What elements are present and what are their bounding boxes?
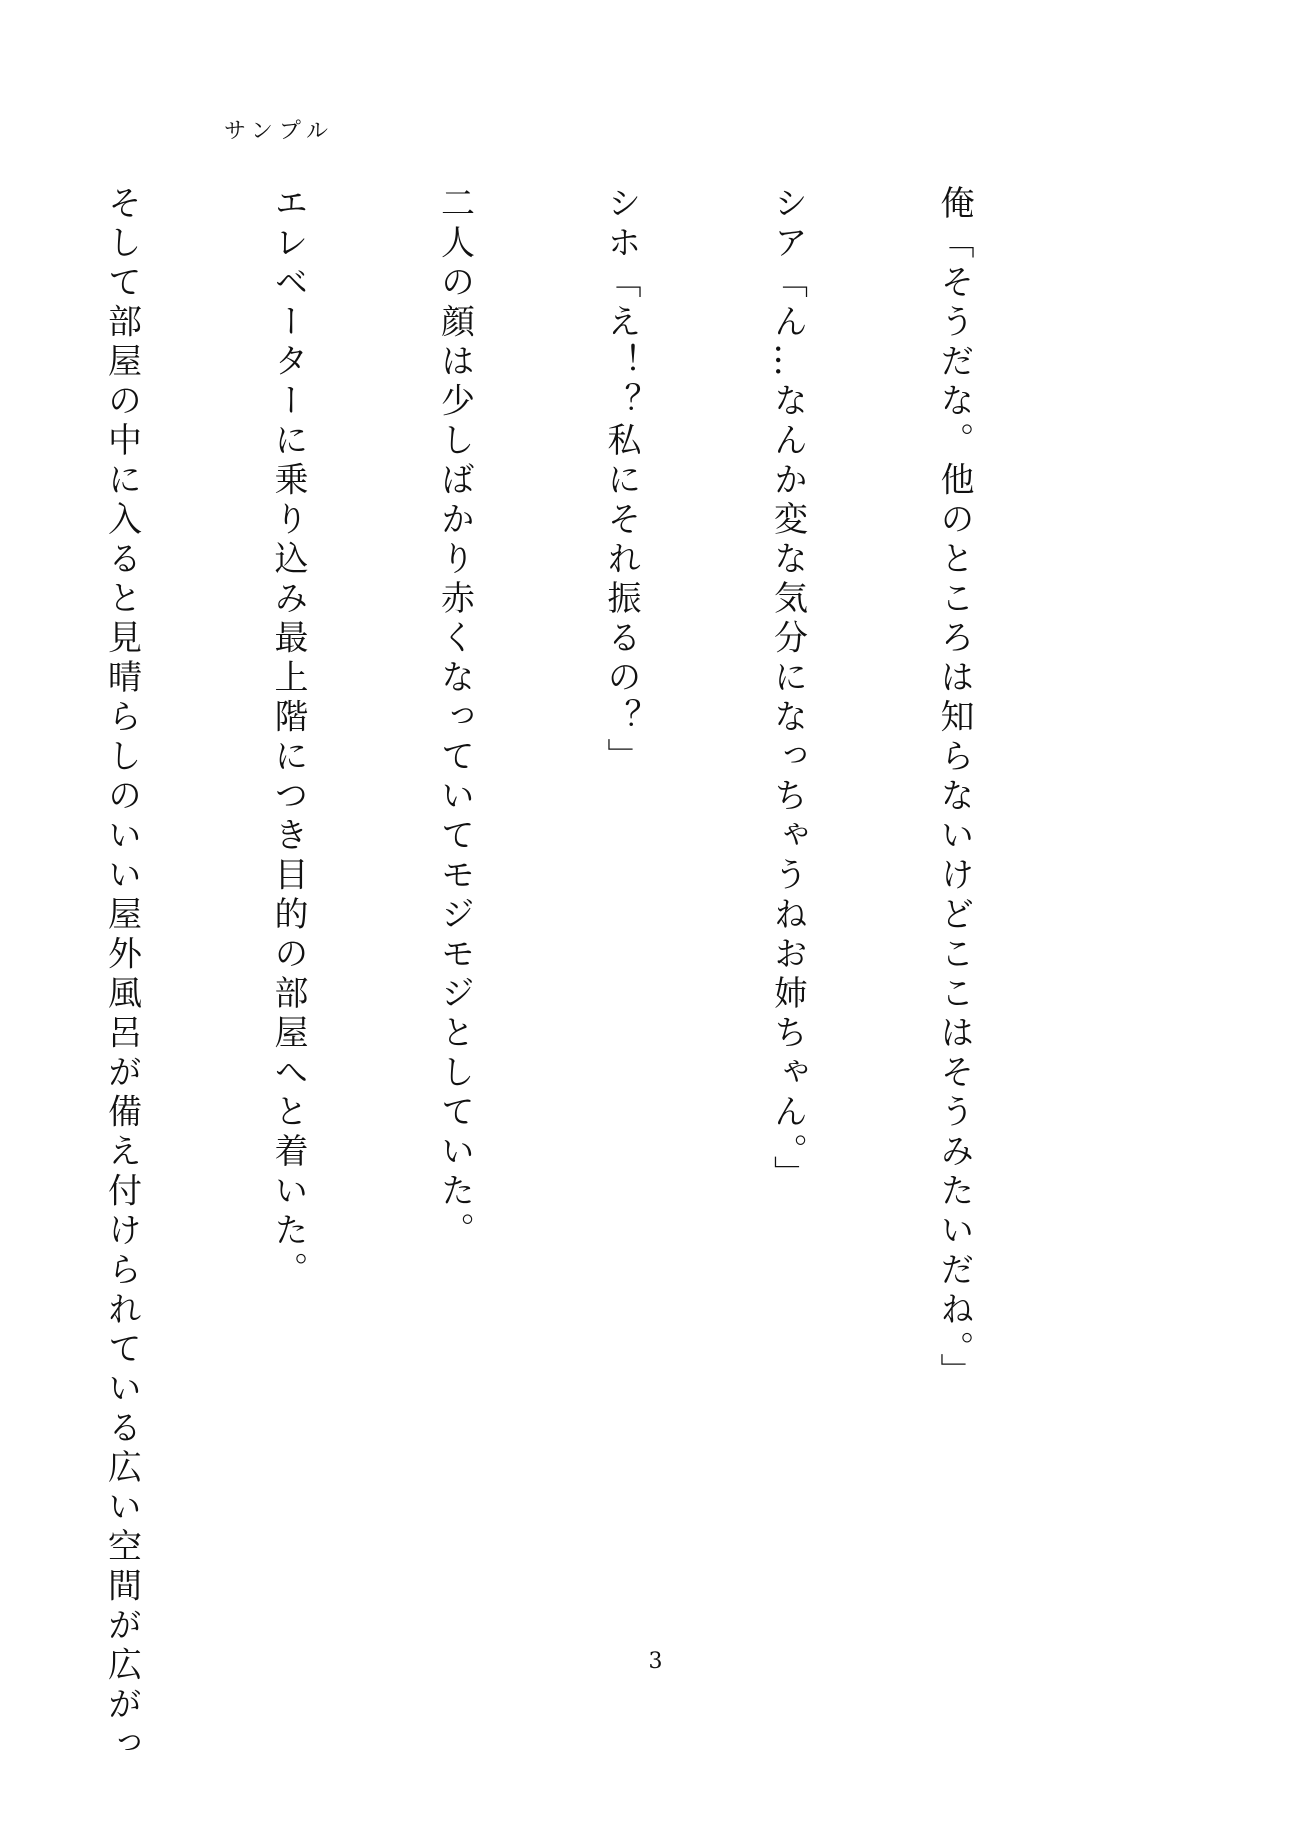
- page-number: 3: [648, 1649, 663, 1674]
- text-line: エレベーターに乗り込み最上階につき目的の部屋へと着いた。: [268, 185, 308, 1291]
- text-line: そして部屋の中に入ると見晴らしのいい屋外風呂が備え付けられている広い空間が広がっ: [101, 185, 142, 1765]
- vertical-body-text: [101, 185, 1092, 1765]
- text-line: シホ「え！？私にそれ振るの？」: [601, 185, 641, 778]
- page-header: サンプル: [224, 119, 335, 144]
- text-line: 二人の顔は少しばかり赤くなっていてモジモジとしていた。: [434, 185, 475, 1252]
- text-line: 俺「そうだな。他のところは知らないけどここはそうみたいだね。」: [934, 185, 974, 1393]
- text-line: シア「ん…なんか変な気分になっちゃうねお姉ちゃん。」: [767, 185, 808, 1195]
